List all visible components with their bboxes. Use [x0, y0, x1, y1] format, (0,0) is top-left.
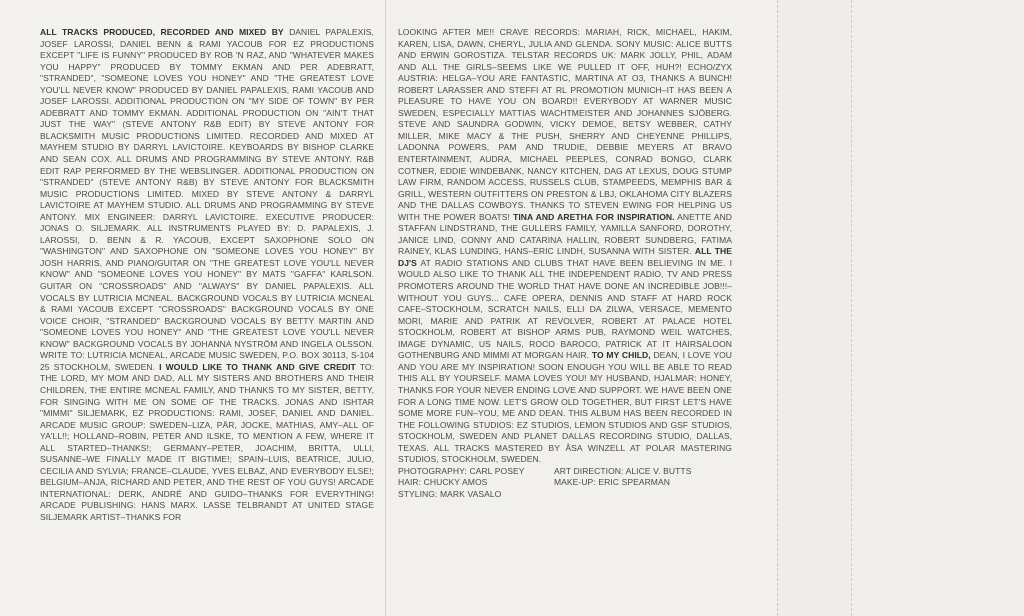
right-flap-panel [777, 0, 851, 616]
makeup-credit: MAKE-UP: ERIC SPEARMAN [554, 477, 670, 488]
hair-credit: HAIR: CHUCKY AMOS [398, 477, 488, 488]
thanks-heading: I WOULD LIKE TO THANK AND GIVE CREDIT [159, 361, 356, 372]
credit-row-2 [398, 477, 732, 489]
thanks-text-middle: LOOKING AFTER ME!! CRAVE RECORDS: MARIAH, RICK, MICHAEL, HAKIM, KAREN, LISA, DAWN, CHERYL, JULIA AND GLENDA. SONY MUSIC: ALICE BUTTS AND ERWIN GOROSTIZA. TELSTAR RECORDS UK: MARK JOLLY, PHIL, ADAM AND ALL THE GIRLS–SEEMS LIKE WE PULLED IT OFF, HUH?! ECHO/ZYX AUSTRIA: HELGA–YOU ARE FANTASTIC, MARTINA AT O3, THANKS A BUNCH! ROBERT LARASSER AND STEFFI AT RL PROMOTION MUNICH–IT HAS BEEN A PLEASURE TO HAVE YOU ON BOARD!! EVERYBODY AT WARNER MUSIC SWEDEN, ESPECIALLY MATTIAS WACHTMEISTER AND JOHANNES SJÖBERG. STEVE AND SAUNDRA GODWIN, VICKY DEMOE, BETSY WEBBER, CATHY MILLER, MIKE MACY & THE PUSH, SHERRY AND CHEYENNE PHILLIPS, LADONNA POWERS, PAM AND TRUDIE, DEBBIE MEYERS AT BRAVO ENTERTAINMENT, AUDRA, MICHAEL PEEPLES, CONRAD BONGO, CLARK COTNER, EDDIE WINDEBANK, NANCY KITCHEN, DAG AT LEXUS, DOUG STUMP LAW FIRM, RANDOM ACCESS, RUSSELS CLUB, STAMPEEDS, MEMPHIS BAR & GRILL, WESTERN OUTFITTERS ON PRESTON & LBJ, OKLAHOMA CITY BLAZERS AND THE DALLAS COWBOYS. THANKS TO STEVEN EWING FOR HELPING US WITH THE POWER BOATS! [398, 27, 732, 222]
intro-heading: ALL TRACKS PRODUCED, RECORDED AND MIXED BY [40, 27, 284, 37]
credits-paragraph-left [40, 27, 374, 524]
credits-column-middle [398, 27, 732, 500]
inspiration-heading: TINA AND ARETHA FOR INSPIRATION. [513, 211, 675, 222]
staff-credits [398, 466, 732, 501]
credit-row-1 [398, 466, 732, 478]
credit-row-3 [398, 489, 732, 501]
back-panel [851, 0, 1024, 616]
family-studios-text: DEAN, I LOVE YOU AND YOU ARE MY INSPIRATION! SOON ENOUGH YOU WILL BE ABLE TO READ THIS ALL BY YOURSELF. MAMA LOVES YOU! MY HUSBAND, HJALMAR: HONEY, THANKS FOR YOUR NEVER ENDING LOVE AND SUPPORT. WE HAVE BEEN ONE FOR A LONG TIME NOW. LET'S GROW OLD TOGETHER, BUT FIRST LET'S HAVE SOME MORE FUN–YOU, ME AND DEAN. THIS ALBUM HAS BEEN RECORDED IN THE FOLLOWING STUDIOS: EZ STUDIOS, LEMON STUDIOS AND GSF STUDIOS, STOCKHOLM, SWEDEN AND PLANET DALLAS RECORDING STUDIO, DALLAS, TEXAS. ALL TRACKS MASTERED BY ÅSA WINZELL AT POLAR MASTERING STUDIOS, STOCKHOLM, SWEDEN. [398, 350, 732, 465]
djs-text: AT RADIO STATIONS AND CLUBS THAT HAVE BEEN BELIEVING IN ME. I WOULD ALSO LIKE TO THANK ALL THE INDEPENDENT RADIO, TV AND PRESS PROMOTERS AROUND THE WORLD THAT HAVE DONE AN INCREDIBLE JOB!!!–WITHOUT YOU GUYS... CAFE OPERA, DENNIS AND STAFF AT HARD ROCK CAFE–STOCKHOLM, SCRATCH NAILS, ELLI DA ZILWA, VERSACE, MEMENTO MORI, MARIE AND PATRIK AT REVOLVER, ROBERT AT PALACE HOTEL STOCKHOLM, ROBERT AT BISHOP ARMS PUB, RAYMOND WEIL WATCHES, IMAGE DYNAMIC, US NAILS, ROCO BAROCO, PATRICK AT IT HAIRSALOON GOTHENBURG AND MIMMI AT MORGAN HAIR. [398, 257, 732, 361]
fold-line-left [385, 0, 386, 616]
credits-column-left [40, 27, 374, 524]
fold-line-far-right [851, 0, 853, 616]
styling-credit: STYLING: MARK VASALO [398, 488, 502, 499]
fold-line-right [777, 0, 779, 616]
art-direction-credit: ART DIRECTION: ALICE V. BUTTS [554, 465, 692, 476]
production-credits-text: DANIEL PAPALEXIS, JOSEF LAROSSI, DANIEL BENN & RAMI YACOUB FOR EZ PRODUCTIONS EXCEPT "LIFE IS FUNNY" PRODUCED BY ROB 'N RAZ, AND "WHATEVER MAKES YOU HAPPY" PRODUCED BY TOMMY EKMAN AND PER ADEBRATT, "STRANDED", "SOMEONE LOVES YOU HONEY" AND "THE GREATEST LOVE YOU'LL NEVER KNOW" PRODUCED BY DANIEL PAPALEXIS, RAMI YACOUB AND JOSEF LAROSSI. ADDITIONAL PRODUCTION ON "MY SIDE OF TOWN" BY PER ADEBRATT AND TOMMY EKMAN. ADDITIONAL PRODUCTION ON "AIN'T THAT JUST THE WAY" (STEVE ANTONY R&B EDIT) BY STEVE ANTONY FOR BLACKSMITH MUSIC PRODUCTIONS LIMITED. RECORDED AND MIXED AT MAYHEM STUDIO BY DARRYL LAVICTOIRE. KEYBOARDS BY BISHOP CLARKE AND SEAN COX. ALL DRUMS AND PROGRAMMING BY STEVE ANTONY. R&B EDIT RAP PERFORMED BY THE WEBSLINGER. ADDITIONAL PRODUCTION ON "STRANDED" (STEVE ANTONY R&B) BY STEVE ANTONY FOR BLACKSMITH MUSIC PRODUCTIONS LIMITED. MIXED BY STEVE ANTONY & DARRYL LAVICTOIRE AT MAYHEM STUDIO. ALL DRUMS AND PROGRAMMING BY STEVE ANTONY. MIX ENGINEER: DARRYL LAVICTOIRE. EXECUTIVE PRODUCER: JONAS O. SILJEMARK. ALL INSTRUMENTS PLAYED BY: D. PAPALEXIS, J. LAROSSI, D. BENN & R. YACOUB, EXCEPT SAXOPHONE SOLO ON "WASHINGTON" AND SAXOPHONE ON "SOMEONE LOVES YOU HONEY" BY JOSH HARRIS, AND PIANO/GUITAR ON "THE GREATEST LOVE YOU'LL NEVER KNOW" AND "SOMEONE LOVES YOU HONEY" BY MATS "GAFFA" KARLSON. GUITAR ON "CROSSROADS" AND "ALWAYS" BY DANIEL PAPALEXIS. ALL VOCALS BY LUTRICIA MCNEAL. BACKGROUND VOCALS BY LUTRICIA MCNEAL & RAMI YACOUB EXCEPT "CROSSROADS" BACKGROUND VOCALS BY ONE VOICE CHOIR, "STRANDED" BACKGROUND VOCALS BY BETTY MARTIN AND "SOMEONE LOVES YOU HONEY" AND "THE GREATEST LOVE YOU'LL NEVER KNOW" BACKGROUND VOCALS BY JOHANNA NYSTRÖM AND INGELA OLSSON. WRITE TO: LUTRICIA MCNEAL, ARCADE MUSIC SWEDEN, P.O. BOX 30113, S-104 25 STOCKHOLM, SWEDEN. [40, 27, 374, 372]
thanks-text-left: TO: THE LORD, MY MOM AND DAD, ALL MY SISTERS AND BROTHERS AND THEIR CHILDREN, THE ENTIRE MCNEAL FAMILY, AND THANKS TO MY SISTER, BETTY, FOR SINGING WITH ME ON SOME OF THE TRACKS. JONAS AND ISHTAR "MIMMI" SILJEMARK, EZ PRODUCTIONS: RAMI, JOSEF, DANIEL AND DANIEL. ARCADE MUSIC GROUP: SWEDEN–LIZA, PÄR, JOCKE, MATHIAS, AMY–ALL OF YA'LL!!; HOLLAND–ROBIN, PETER AND ILSKE, TO MENTION A FEW, WHERE IT ALL STARTED–THANKS!; GERMANY–PETER, JOACHIM, BRITTA, ULLI, SUSANNE–WE FINALLY MADE IT BIGTIME!; SPAIN–LUIS, BEATRICE, JULIO, CECILIA AND SYLVIA; FRANCE–CLAUDE, YVES ELBAZ, AND EVERYBODY ELSE!; BELGIUM–ANJA, RICHARD AND PETER, AND THE REST OF YOU GUYS! ARCADE INTERNATIONAL: DERK, ANDRÉ AND GUIDO–THANKS FOR EVERYTHING! ARCADE PUBLISHING: HANS MARX. LASSE TELBRANDT AT UNITED STAGE SILJEMARK ARTIST–THANKS FOR [40, 361, 375, 522]
credits-paragraph-middle [398, 27, 732, 466]
friends-text: ANETTE AND STAFFAN LINDSTRAND, THE GULLERS FAMILY, YAMILLA SANFORD, DOROTHY, JANICE LIND, CONNY AND CATARINA HALLIN, ROBERT SUNDBERG, FATIMA RAINEY, KLAS LUNDING, HANS–ERIC LINDH, SUSANNA WITH SISTER. [398, 211, 733, 257]
djs-heading: ALL THE DJ'S [398, 246, 732, 268]
child-heading: TO MY CHILD, [591, 350, 651, 361]
photography-credit: PHOTOGRAPHY: CARL POSEY [398, 465, 525, 476]
